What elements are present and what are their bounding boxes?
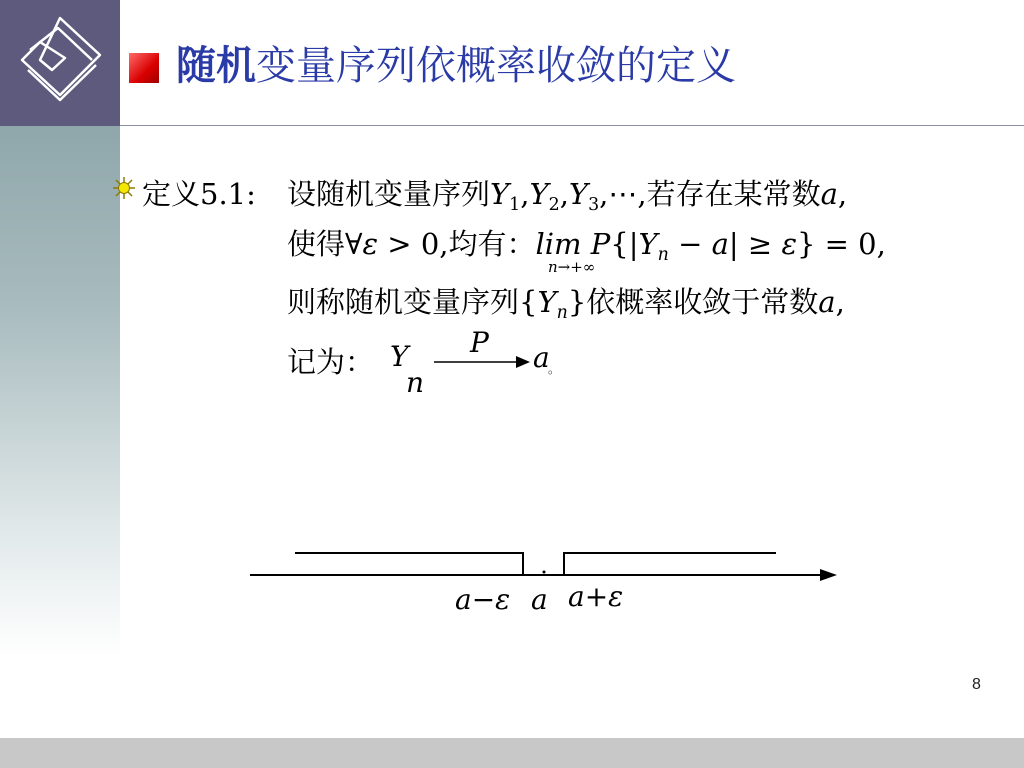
center-label: a — [531, 583, 548, 616]
limit-subscript: n→+∞ — [548, 258, 596, 276]
right-bracket — [564, 553, 776, 575]
left-bracket — [295, 553, 523, 575]
right-bound-label: a+ε — [568, 580, 624, 613]
notation-n: n — [406, 366, 425, 399]
page-number: 8 — [972, 676, 981, 693]
title-bullet-square — [129, 53, 159, 83]
definition-line-1: 设随机变量序列$Y_1,Y_2,Y_3,\cdots$,若存在某常数a, — [287, 177, 848, 216]
axis-arrowhead — [820, 569, 837, 581]
center-point — [543, 571, 546, 574]
definition-line-2: 使得∀ε > 0,均有：$\lim P\{|Y_n - a| \ge \varepsilon\} = 0$, — [287, 227, 886, 266]
convergence-arrow — [432, 352, 532, 372]
left-bound-label: a−ε — [455, 583, 511, 616]
logo-icon — [0, 0, 120, 126]
definition-line-3: 则称随机变量序列$\{Y_n\}$依概率收敛于常数a, — [287, 285, 845, 324]
logo-panel — [0, 0, 120, 126]
sidebar-gradient — [0, 126, 120, 656]
definition-label: 定义5.1: — [142, 177, 256, 211]
title-divider — [120, 125, 1024, 126]
notation-a: a — [533, 341, 550, 374]
notation-Y: Y — [390, 340, 409, 373]
sun-bullet-icon — [112, 176, 136, 200]
notation-end: 。 — [548, 362, 561, 376]
notation-P: P — [470, 326, 489, 359]
slide-title: 随机变量序列依概率收敛的定义 — [176, 43, 736, 89]
footer-bar — [0, 738, 1024, 768]
definition-line-4: 记为： — [287, 345, 375, 379]
